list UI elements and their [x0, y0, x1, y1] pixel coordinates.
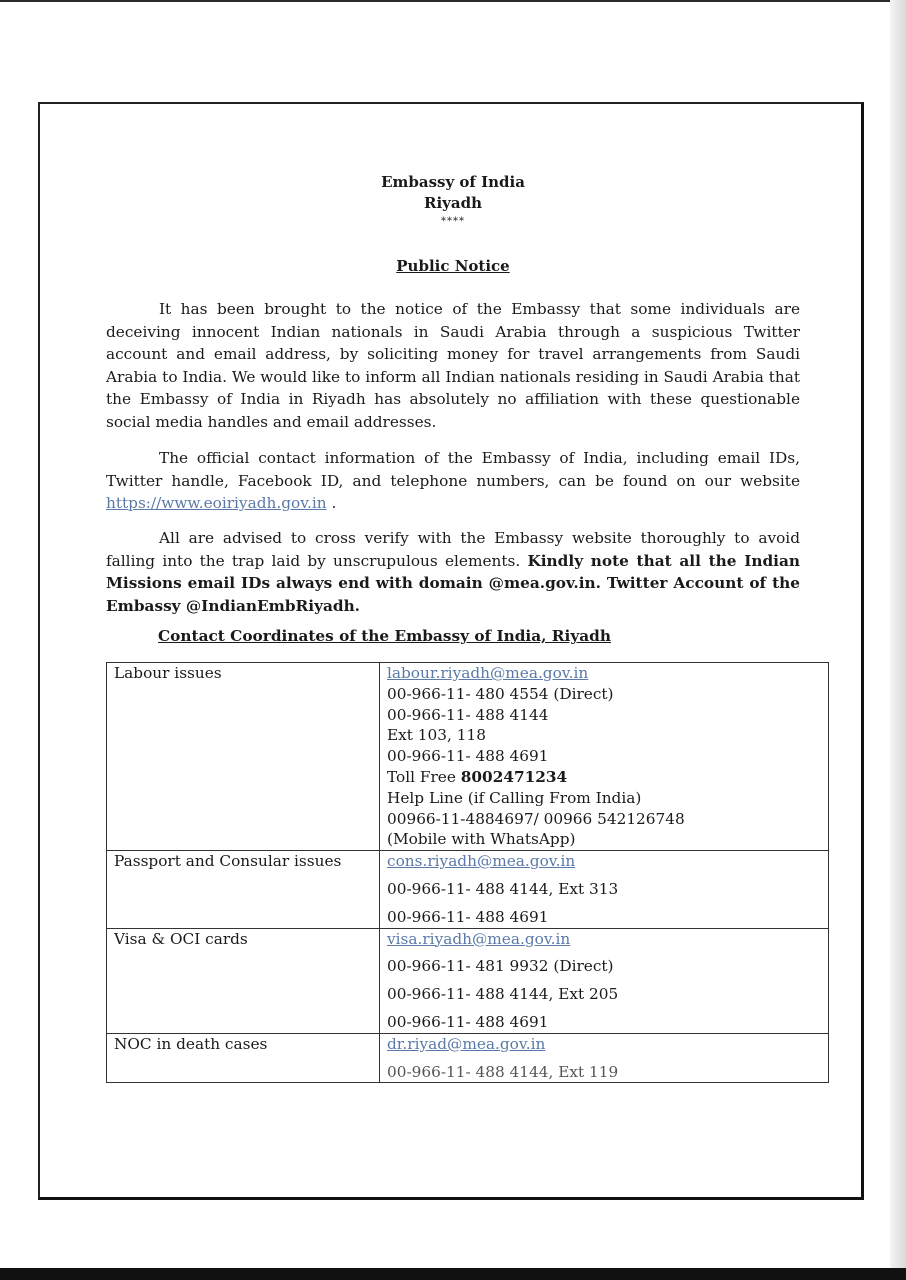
table-row-noc: [107, 1033, 829, 1083]
phone-line: 00-966-11- 481 9932 (Direct): [387, 957, 614, 976]
contacts-table-title: Contact Coordinates of the Embassy of India, Riyadh: [158, 627, 611, 645]
paragraph-advisory-text: All are advised to cross verify with the Embassy website thoroughly to avoid falling into the trap laid by unscrupulous elements.: [106, 529, 800, 570]
tollfree-label: Toll Free: [387, 767, 461, 786]
category-cell: Visa & OCI cards: [107, 928, 380, 1033]
paragraph-official-contact-end: .: [326, 494, 337, 513]
category-cell: Labour issues: [107, 663, 380, 851]
details-cell: [380, 851, 829, 928]
category-cell: NOC in death cases: [107, 1033, 380, 1083]
paragraph-advisory-bold: Kindly note that all the Indian Missions email IDs always end with domain @mea.gov.in. Twitter Account of the Embassy @IndianEmbRiyadh.: [106, 551, 801, 615]
extension-line: Ext 103, 118: [387, 726, 486, 745]
scan-edge-top: [0, 0, 906, 2]
helpline-numbers: 00966-11-4884697/ 00966 542126748: [387, 809, 685, 828]
helpline-note: (Mobile with WhatsApp): [387, 830, 576, 849]
phone-line: 00-966-11- 488 4691: [387, 747, 549, 766]
embassy-name: Embassy of India: [381, 173, 525, 191]
header-stars: ****: [441, 216, 465, 227]
paragraph-warning: It has been brought to the notice of the Embassy that some individuals are deceiving innocent Indian nationals in Saudi Arabia through a suspicious Twitter account and email address, by soliciting money for travel arrangements from Saudi Arabia to India. We would like to inform all Indian nationals residing in Saudi Arabia that the Embassy of India in Riyadh has absolutely no affiliation with these questionable social media handles and email addresses.: [106, 300, 800, 431]
labour-email-link[interactable]: labour.riyadh@mea.gov.in: [387, 664, 589, 682]
phone-line: 00-966-11- 488 4144, Ext 313: [387, 879, 619, 898]
phone-line: 00-966-11- 488 4144, Ext 205: [387, 985, 619, 1004]
category-cell: Passport and Consular issues: [107, 851, 380, 928]
details-cell: [380, 928, 829, 1033]
phone-line: 00-966-11- 488 4691: [387, 1012, 549, 1031]
scan-edge-bottom: [0, 1268, 906, 1280]
table-row-passport: [107, 851, 829, 928]
helpline-label: Help Line (if Calling From India): [387, 788, 642, 807]
table-row-visa: [107, 928, 829, 1033]
phone-line: 00-966-11- 488 4144: [387, 705, 549, 724]
noc-email-link[interactable]: dr.riyad@mea.gov.in: [387, 1034, 546, 1053]
paragraph-advisory: [106, 527, 800, 617]
visa-email-link[interactable]: visa.riyadh@mea.gov.in: [387, 929, 571, 948]
phone-line: 00-966-11- 488 4691: [387, 907, 549, 926]
embassy-city: Riyadh: [424, 194, 482, 212]
details-cell: [380, 663, 829, 851]
website-link[interactable]: https://www.eoiriyadh.gov.in: [106, 494, 327, 513]
passport-email-link[interactable]: cons.riyadh@mea.gov.in: [387, 852, 576, 871]
paragraph-official-contact-text: The official contact information of the Embassy of India, including email IDs, Twitter handle, Facebook ID, and telephone numbers, can be found on our website: [106, 449, 800, 490]
paragraph-official-contact: [106, 447, 800, 515]
tollfree-line: [387, 767, 821, 788]
phone-line: 00-966-11- 480 4554 (Direct): [387, 684, 614, 703]
notice-title: Public Notice: [396, 257, 510, 275]
tollfree-number: 8002471234: [460, 767, 568, 786]
contacts-table: [106, 662, 829, 1083]
details-cell: [380, 1033, 829, 1083]
phone-line: 00-966-11- 488 4144, Ext 119: [387, 1062, 619, 1081]
table-row-labour: [107, 663, 829, 851]
